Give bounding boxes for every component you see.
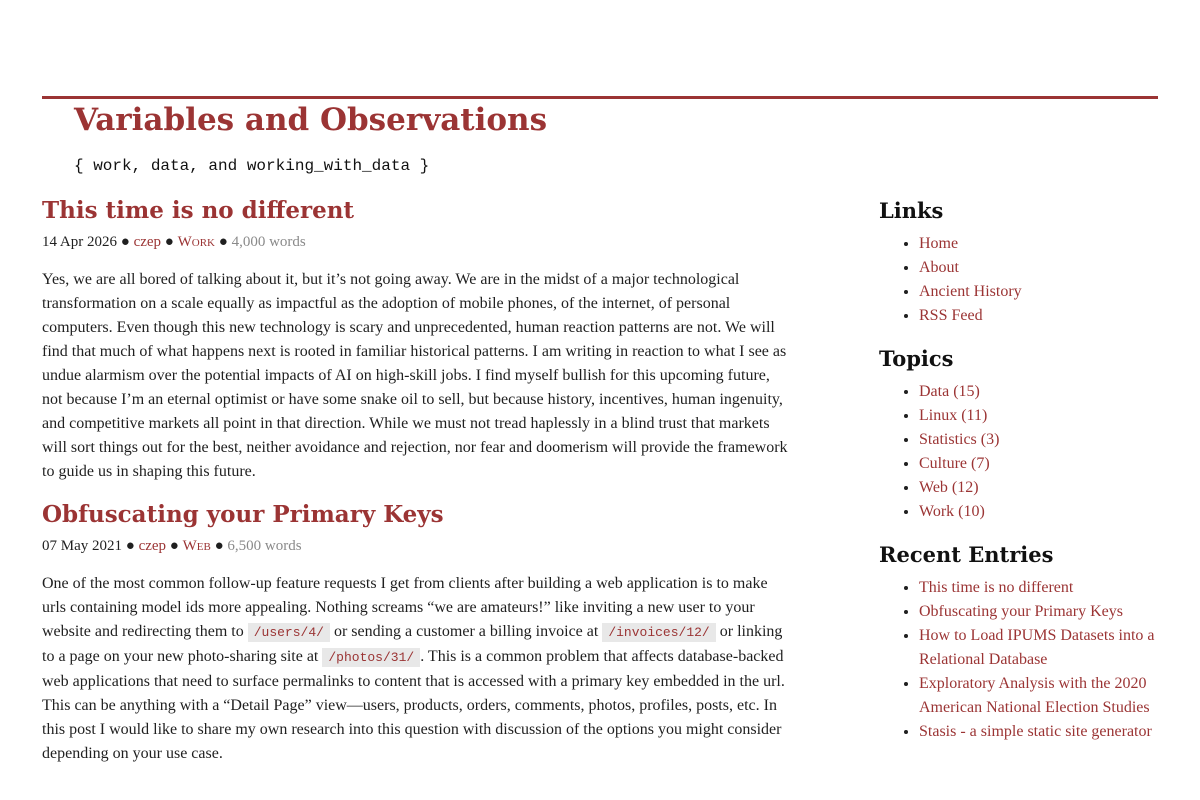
list-item: [919, 232, 1159, 256]
bullet-separator: ●: [120, 234, 130, 250]
list-item: [919, 600, 1159, 624]
list-item: [919, 452, 1159, 476]
links-section: [879, 194, 1159, 328]
post-category-link[interactable]: Web: [182, 538, 211, 554]
list-item: [919, 624, 1159, 672]
recent-entry-link[interactable]: How to Load IPUMS Datasets into a Relational Database: [919, 627, 1155, 668]
post-word-count: 6,500 words: [227, 538, 302, 554]
recent-entries-heading: Recent Entries: [879, 542, 1054, 567]
post-summary: [42, 194, 788, 484]
link-home[interactable]: Home: [919, 235, 959, 252]
header-rule: [42, 96, 1158, 99]
list-item: [919, 256, 1159, 280]
post-summary: [42, 498, 788, 766]
topics-section: [879, 342, 1159, 524]
link-about[interactable]: About: [919, 259, 959, 276]
post-meta: [42, 534, 788, 558]
topic-link-culture[interactable]: Culture (7): [919, 455, 990, 472]
topic-link-linux[interactable]: Linux (11): [919, 407, 988, 424]
recent-entry-link[interactable]: Obfuscating your Primary Keys: [919, 603, 1123, 620]
post-date: 14 Apr 2026: [42, 234, 117, 250]
recent-entries-list: [879, 576, 1159, 744]
post-title-link[interactable]: This time is no different: [42, 197, 355, 224]
inline-code: /photos/31/: [322, 648, 420, 667]
recent-entry-link[interactable]: Stasis - a simple static site generator: [919, 723, 1152, 740]
list-item: [919, 428, 1159, 452]
post-date: 07 May 2021: [42, 538, 122, 554]
bullet-separator: ●: [169, 538, 179, 554]
bullet-separator: ●: [125, 538, 135, 554]
post-author-link[interactable]: czep: [133, 234, 162, 250]
excerpt-text: or sending a customer a billing invoice at: [329, 623, 603, 640]
site-title[interactable]: Variables and Observations: [74, 102, 548, 138]
post-meta: [42, 230, 788, 254]
sidebar: [879, 194, 1159, 744]
excerpt-text: One of the most common follow-up feature requests I get from clients after building a web application is to make urls containing model ids more appealing. Nothing screams “we are amateurs!” like inviting a new user to your website and redirecting them to: [42, 575, 768, 640]
list-item: [919, 380, 1159, 404]
excerpt-text: . This is a common problem that affects database-backed web applications that need to surface permalinks to content that is accessed with a primary key embedded in the url. This can be anything with a “Detail Page” view—users, products, orders, comments, photos, profiles, posts, etc. In this post I would like to share my own research into this question with discussion of the options you might consider depending on your use case.: [42, 648, 785, 762]
list-item: [919, 304, 1159, 328]
excerpt-text: or linking to a page on your new photo-sharing site at: [42, 623, 783, 665]
inline-code: /users/4/: [248, 623, 330, 642]
recent-entries-section: [879, 538, 1159, 744]
link-ancient-history[interactable]: Ancient History: [919, 283, 1022, 300]
post-title-link[interactable]: Obfuscating your Primary Keys: [42, 501, 444, 528]
post-excerpt: Yes, we are all bored of talking about it, but it’s not going away. We are in the midst of a major technological transformation on a scale equally as impactful as the adoption of mobile phones, of the internet, of personal computers. Even though this new technology is scary and unprecedented, human reaction patterns are not. We will find that much of what happens next is rooted in familiar historical patterns. I am writing in reaction to what I see as undue alarmism over the potential impacts of AI on high-skill jobs. I find myself bullish for this upcoming future, not because I’m an eternal optimist or have some snake oil to sell, but because history, incentives, human ingenuity, and competitive markets all point in that direction. While we must not tread haplessly in a blind trust that markets will sort things out for the best, neither avoidance and rejection, nor fear and doomerism will provide the framework to guide us in shaping this future.: [42, 271, 788, 480]
list-item: [919, 404, 1159, 428]
recent-entry-link[interactable]: This time is no different: [919, 579, 1074, 596]
topic-link-statistics[interactable]: Statistics (3): [919, 431, 1000, 448]
post-word-count: 4,000 words: [231, 234, 306, 250]
recent-entry-link[interactable]: Exploratory Analysis with the 2020 American National Election Studies: [919, 675, 1150, 716]
list-item: [919, 720, 1159, 744]
links-list: [879, 232, 1159, 328]
topics-list: [879, 380, 1159, 524]
topic-link-web[interactable]: Web (12): [919, 479, 979, 496]
list-item: [919, 672, 1159, 720]
bullet-separator: ●: [164, 234, 174, 250]
topics-heading: Topics: [879, 346, 954, 371]
list-item: [919, 280, 1159, 304]
topic-link-work[interactable]: Work (10): [919, 503, 985, 520]
post-category-link[interactable]: Work: [177, 234, 215, 250]
bullet-separator: ●: [214, 538, 224, 554]
site-tagline: { work, data, and working_with_data }: [74, 157, 430, 175]
bullet-separator: ●: [218, 234, 228, 250]
list-item: [919, 500, 1159, 524]
post-list: [42, 194, 788, 766]
links-heading: Links: [879, 198, 944, 223]
topic-link-data[interactable]: Data (15): [919, 383, 980, 400]
post-author-link[interactable]: czep: [138, 538, 167, 554]
post-excerpt: [42, 572, 788, 766]
link-rss-feed[interactable]: RSS Feed: [919, 307, 983, 324]
list-item: [919, 476, 1159, 500]
inline-code: /invoices/12/: [602, 623, 715, 642]
list-item: [919, 576, 1159, 600]
